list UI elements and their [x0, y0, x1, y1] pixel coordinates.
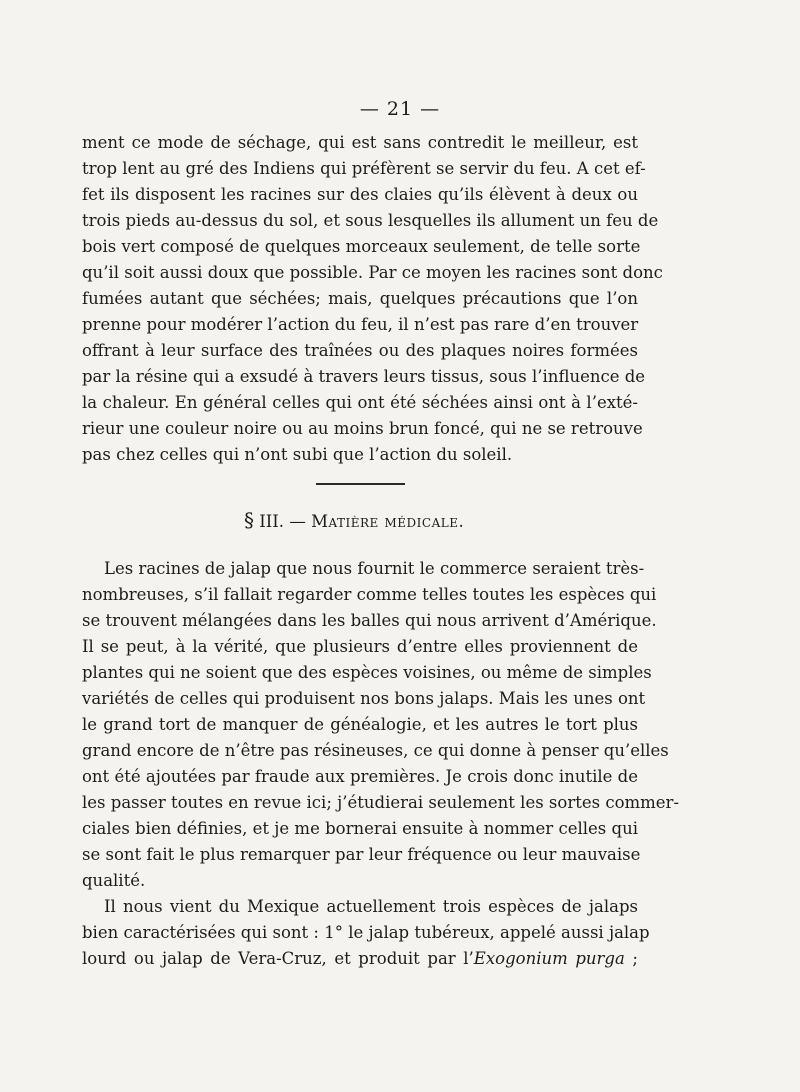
text-line: prenne pour modérer l’action du feu, il n’est pas rare d’en trouver	[82, 315, 639, 334]
section-sign: §	[244, 508, 254, 532]
section-number: III.	[259, 512, 285, 531]
species-name: Exogonium purga	[473, 949, 625, 968]
text-line: fet ils disposent les racines sur des claies qu’ils élèvent à deux ou	[82, 185, 638, 204]
text-line: pas chez celles qui n’ont subi que l’action du soleil.	[82, 445, 513, 464]
section-title: Matière médicale.	[311, 512, 465, 531]
text-line: Il se peut, à la vérité, que plusieurs d’entre elles proviennent de	[82, 637, 638, 656]
text-line: nombreuses, s’il fallait regarder comme telles toutes les espèces qui	[82, 585, 657, 604]
page-number: — 21 —	[359, 98, 441, 120]
text-segment: ;	[624, 949, 638, 968]
text-line: grand encore de n’être pas résineuses, ce qui donne à penser qu’elles	[82, 741, 669, 760]
text-line: Les racines de jalap que nous fournit le commerce seraient très-	[104, 559, 645, 578]
text-line: rieur une couleur noire ou au moins brun foncé, qui ne se retrouve	[82, 419, 643, 438]
text-line-with-species	[82, 946, 638, 972]
text-line: le grand tort de manquer de généalogie, et les autres le tort plus	[82, 715, 638, 734]
text-line: ont été ajoutées par fraude aux premières. Je crois donc inutile de	[82, 767, 638, 786]
text-line: les passer toutes en revue ici; j’étudierai seulement les sortes commer-	[82, 793, 680, 812]
text-line: se sont fait le plus remarquer par leur fréquence ou leur mauvaise	[82, 845, 641, 864]
text-line: variétés de celles qui produisent nos bons jalaps. Mais les unes ont	[82, 689, 646, 708]
text-line: bois vert composé de quelques morceaux seulement, de telle sorte	[82, 237, 641, 256]
text-line: offrant à leur surface des traînées ou des plaques noires formées	[82, 341, 638, 360]
text-line: par la résine qui a exsudé à travers leurs tissus, sous l’influence de	[82, 367, 646, 386]
text-line: Il nous vient du Mexique actuellement trois espèces de jalaps	[104, 897, 638, 916]
text-line: trop lent au gré des Indiens qui préfèrent se servir du feu. A cet ef-	[82, 159, 646, 178]
text-line: bien caractérisées qui sont : 1° le jalap tubéreux, appelé aussi jalap	[82, 923, 650, 942]
text-line: la chaleur. En général celles qui ont été séchées ainsi ont à l’exté-	[82, 393, 638, 412]
text-line: ment ce mode de séchage, qui est sans contredit le meilleur, est	[82, 133, 638, 152]
text-line: fumées autant que séchées; mais, quelques précautions que l’on	[82, 289, 638, 308]
section-dash: —	[289, 512, 306, 531]
text-segment: lourd ou jalap de Vera-Cruz, et produit par l’	[82, 949, 474, 968]
text-line: qu’il soit aussi doux que possible. Par ce moyen les racines sont donc	[82, 263, 663, 282]
text-line: trois pieds au-dessus du sol, et sous lesquelles ils allument un feu de	[82, 211, 659, 230]
text-line: qualité.	[82, 871, 146, 890]
section-divider	[316, 483, 405, 485]
text-line: plantes qui ne soient que des espèces voisines, ou même de simples	[82, 663, 652, 682]
text-line: se trouvent mélangées dans les balles qui nous arrivent d’Amérique.	[82, 611, 657, 630]
section-heading	[244, 507, 464, 535]
text-line: ciales bien définies, et je me bornerai ensuite à nommer celles qui	[82, 819, 638, 838]
